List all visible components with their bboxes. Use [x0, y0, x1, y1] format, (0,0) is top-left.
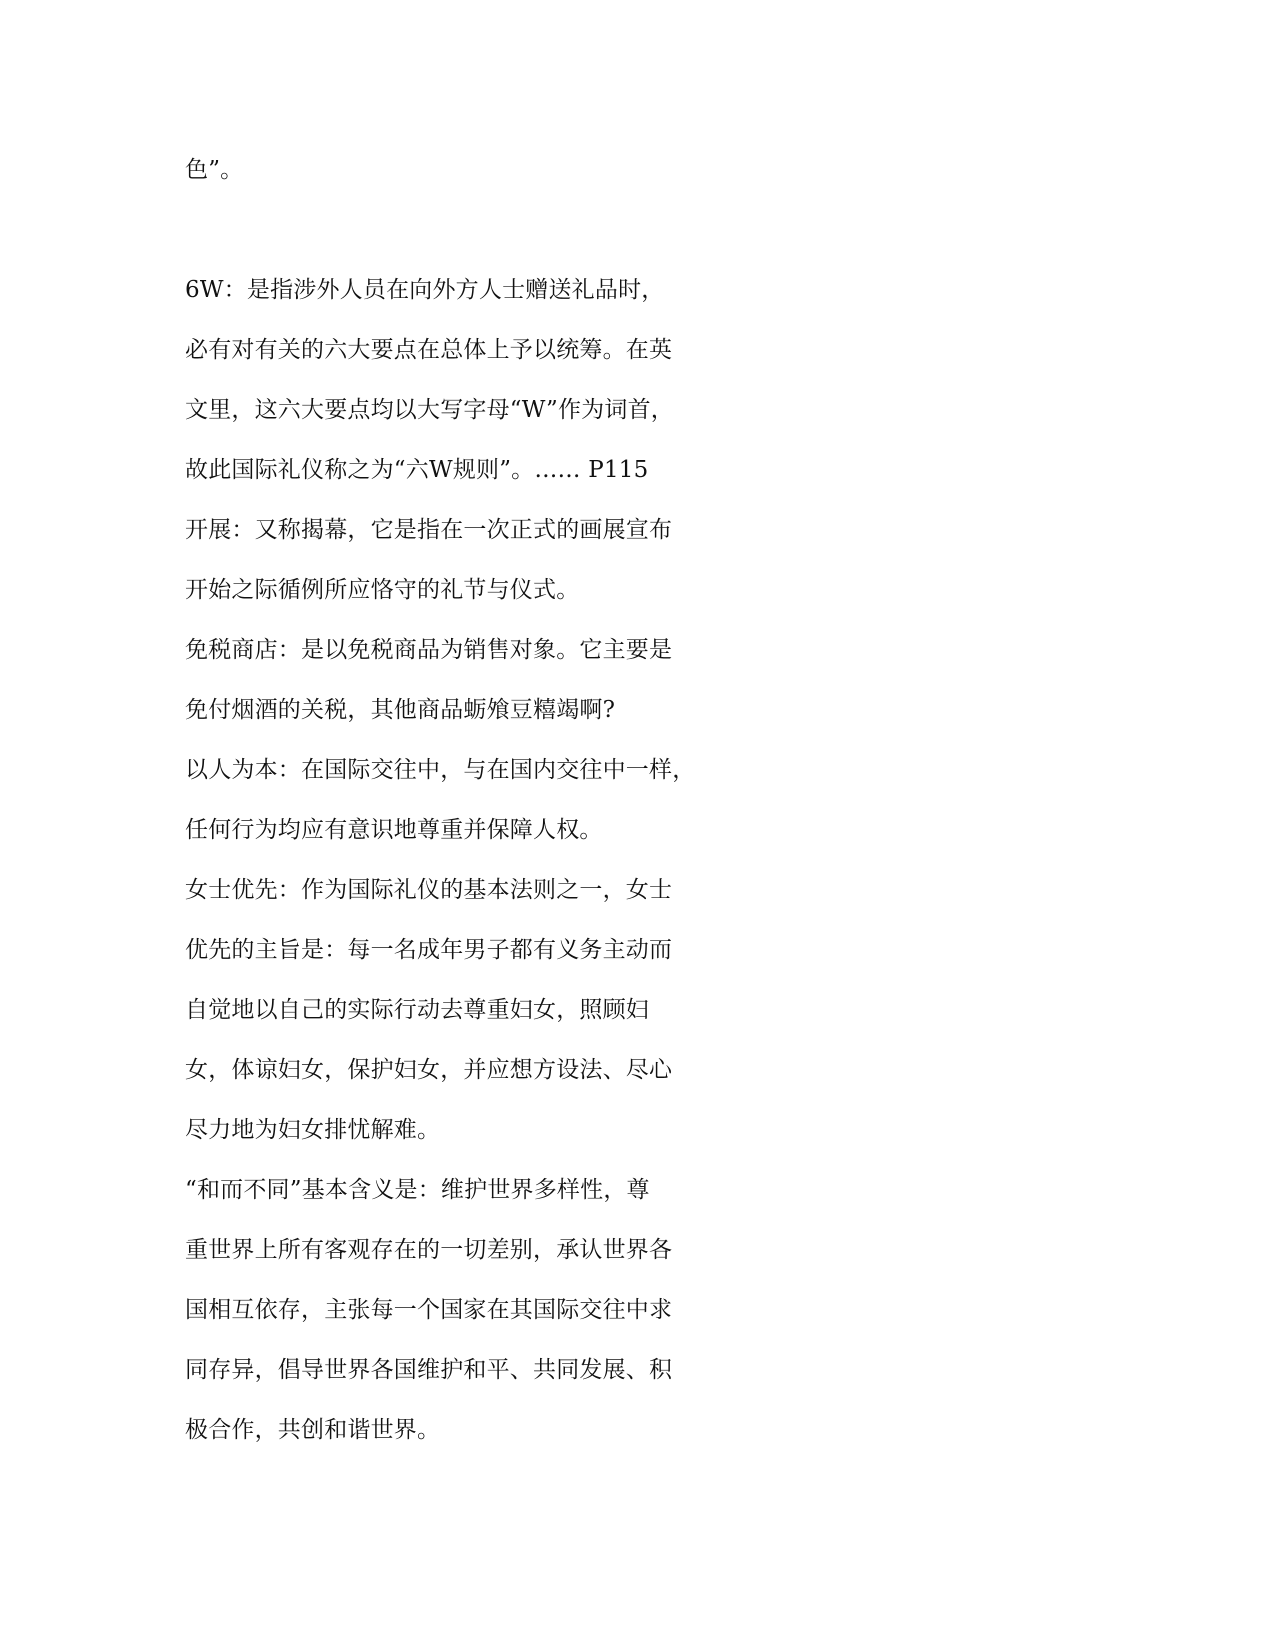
text-line: “和而不同”基本含义是：维护世界多样性，尊: [185, 1177, 650, 1203]
text-line: 女士优先：作为国际礼仪的基本法则之一，女士: [185, 877, 673, 903]
text-line: 开始之际循例所应恪守的礼节与仪式。: [185, 577, 580, 603]
paragraph-spacer: [185, 200, 745, 260]
text-line: 色”。: [185, 157, 244, 183]
text-line: 6W：是指涉外人员在向外方人士赠送礼品时，: [185, 277, 665, 303]
text-line: 自觉地以自己的实际行动去尊重妇女，照顾妇: [185, 997, 649, 1023]
text-line: 文里，这六大要点均以大写字母“W”作为词首，: [185, 397, 674, 423]
document-body: [185, 140, 745, 1460]
text-line: 必有对有关的六大要点在总体上予以统筹。在英: [185, 337, 673, 363]
text-line: 故此国际礼仪称之为“六W规则”。…… P115: [185, 457, 649, 483]
text-line: 优先的主旨是：每一名成年男子都有义务主动而: [185, 937, 673, 963]
text-line: 同存异，倡导世界各国维护和平、共同发展、积: [185, 1357, 673, 1383]
text-line: 免付烟酒的关税，其他商品蛎飧豆糦竭啊?: [185, 697, 616, 723]
text-line: 任何行为均应有意识地尊重并保障人权。: [185, 817, 603, 843]
text-line: 开展：又称揭幕，它是指在一次正式的画展宣布: [185, 517, 673, 543]
text-line: 免税商店：是以免税商品为销售对象。它主要是: [185, 637, 673, 663]
text-line: 女，体谅妇女，保护妇女，并应想方设法、尽心: [185, 1057, 673, 1083]
text-line: 极合作，共创和谐世界。: [185, 1417, 441, 1443]
text-line: 以人为本：在国际交往中，与在国内交往中一样，: [185, 757, 696, 783]
text-line: 重世界上所有客观存在的一切差别，承认世界各: [185, 1237, 673, 1263]
text-line: 国相互依存，主张每一个国家在其国际交往中求: [185, 1297, 673, 1323]
text-line: 尽力地为妇女排忧解难。: [185, 1117, 441, 1143]
